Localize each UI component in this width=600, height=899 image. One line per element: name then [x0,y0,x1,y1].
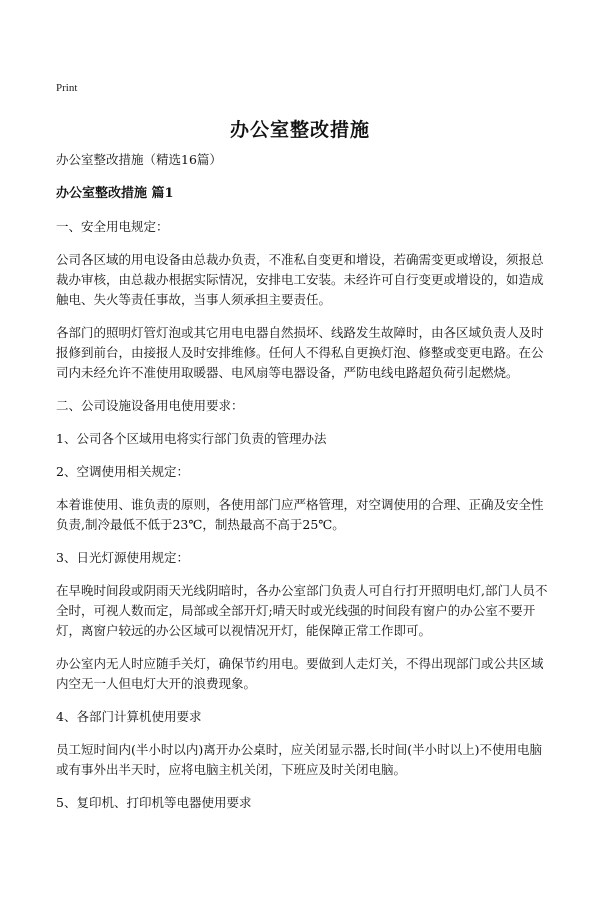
paragraph-heading-facilities: 二、公司设施设备用电使用要求： [56,398,244,413]
document-subtitle: 办公室整改措施（精选16篇） [56,152,222,167]
paragraph: 员工短时间内(半小时以内)离开办公桌时，应关闭显示器,长时间(半小时以上)不使用电脑或有事外出半天时，应将电脑主机关闭，下班应及时关闭电脑。 [56,742,542,777]
paragraph: 各部门的照明灯管灯泡或其它用电电器自然损坏、线路发生故障时，由各区域负责人及时报修到前台，由接报人及时安排维修。任何人不得私自更换灯泡、修整或变更电路。在公司内未经允许不准使用取暖器、电风扇等电器设备，严防电线电路超负荷引起燃烧。 [56,325,544,380]
paragraph: 在早晚时间段或阴雨天光线阴暗时，各办公室部门负责人可自行打开照明电灯,部门人员不全时，可视人数而定，局部或全部开灯;晴天时或光线强的时间段有窗户的办公室不要开灯，离窗户较远的办公区域可以视情况开灯，能保障正常工作即可。 [56,583,548,638]
document-title: 办公室整改措施 [229,119,370,141]
paragraph: 办公室内无人时应随手关灯，确保节约用电。要做到人走灯关，不得出现部门或公共区域内空无一人但电灯大开的浪费现象。 [56,656,544,691]
paragraph-heading-ac: 2、空调使用相关规定： [56,464,189,479]
paragraph: 本着谁使用、谁负责的原则，各使用部门应严格管理，对空调使用的合理、正确及安全性负责,制冷最低不低于23℃，制热最高不高于25℃。 [56,497,544,532]
paragraph: 1、公司各个区域用电将实行部门负责的管理办法 [56,431,327,446]
section-heading: 办公室整改措施 篇1 [56,186,174,201]
print-label: Print [56,82,78,94]
document-body [56,150,548,826]
paragraph-heading-printers: 5、复印机、打印机等电器使用要求 [56,795,252,810]
paragraph-heading-safety: 一、安全用电规定： [56,219,169,234]
paragraph-heading-computers: 4、各部门计算机使用要求 [56,709,202,724]
paragraph-heading-lighting: 3、日光灯源使用规定： [56,550,189,565]
paragraph: 公司各区域的用电设备由总裁办负责，不准私自变更和增设，若确需变更或增设，须报总裁办审核，由总裁办根据实际情况，安排电工安装。未经许可自行变更或增设的，如造成触电、失火等责任事故，当事人须承担主要责任。 [56,252,544,307]
